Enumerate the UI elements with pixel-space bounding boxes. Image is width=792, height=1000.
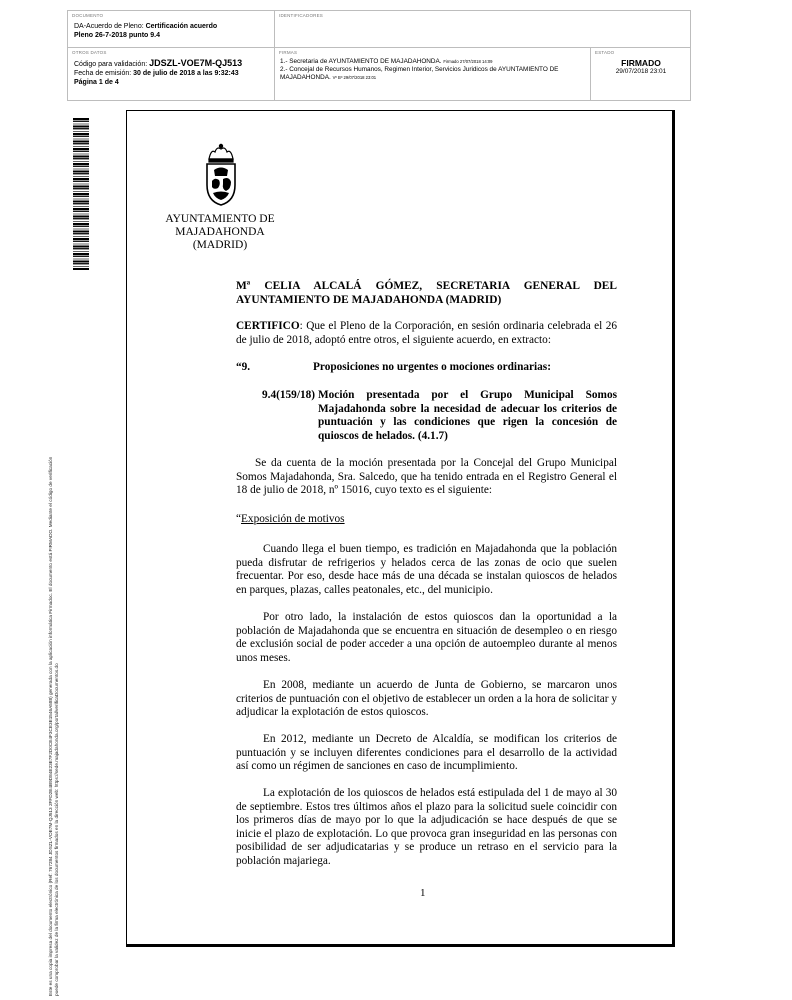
certifico-paragraph [236, 320, 617, 347]
identificadores-label: IDENTIFICADORES [279, 13, 324, 18]
identificadores-cell [275, 11, 691, 48]
exposicion-title: Exposición de motivos [241, 513, 345, 525]
codigo-value: JDSZL-VOE7M-QJ513 [149, 58, 243, 68]
verification-side-text [48, 234, 60, 996]
paragraph-1 [236, 543, 617, 597]
exposicion-quote: “ [236, 513, 242, 525]
firma-2-date: Vº Bº 29/07/2018 23:01 [332, 75, 377, 80]
paragraph-4 [236, 733, 617, 774]
documento-title: Certificación acuerdo [145, 23, 218, 30]
paragraph-3 [236, 679, 617, 720]
document-title: Mª CELIA ALCALÁ GÓMEZ, SECRETARIA GENERAL DEL AYUNTAMIENTO DE MAJADAHONDA (MADRID) [236, 280, 617, 306]
ayuntamiento-line-3: (MADRID) [192, 239, 248, 251]
firma-1-date: Firmado 27/07/2018 14:09 [443, 59, 493, 64]
documento-cell [68, 11, 275, 48]
estado-value: FIRMADO [621, 58, 661, 68]
firmas-label: FIRMAS [279, 50, 298, 55]
paragraph-3-text: En 2008, mediante un acuerdo de Junta de Gobierno, se marcaron unos criterios de puntuación con el objetivo de establecer un orden a la hora de solicitar y adjudicar la explotación de estos quioscos. [236, 679, 617, 719]
motion-text: Moción presentada por el Grupo Municipal Somos Majadahonda sobre la necesidad de adecuar los criterios de puntuación y las condiciones que rigen la concesión de quioscos de helados. (4.1.7) [318, 389, 617, 442]
document-header [67, 10, 691, 101]
paragraph-1-text: Cuando llega el buen tiempo, es tradición en Majadahonda que la población pueda disfrutar de refrigerios y helados cerca de las zonas de ocio que suelen frecuentar. Por eso, desde hace más de una década se instalan quioscos de helados en parques, plazas, calles peatonales, etc., del municipio. [236, 543, 617, 596]
coat-of-arms-icon [201, 143, 241, 207]
fecha-value: 30 de julio de 2018 a las 9:32:43 [133, 70, 239, 77]
certifico-keyword: CERTIFICO [236, 320, 300, 332]
ayuntamiento-block [158, 213, 282, 252]
se-da-cuenta-text: Se da cuenta de la moción presentada por la Concejal del Grupo Municipal Somos Majadahonda, Sra. Salcedo, que ha tenido entrada en el Registro General el 18 de julio de 2018, nº 15016, cuyo texto es el siguiente: [236, 457, 617, 497]
otros-datos-label: OTROS DATOS [72, 50, 107, 55]
codigo-label: Código para validación: [74, 61, 148, 68]
motion-number: 9.4(159/18) [262, 389, 316, 401]
documento-label: DOCUMENTO [72, 13, 104, 18]
estado-cell [591, 48, 691, 100]
paragraph-5-text: La explotación de los quioscos de helados está estipulada del 1 de mayo al 30 de septiembre. Estos tres últimos años el plazo para la solicitud suele coincidir con los primeros días de mayo por lo que la adjudicación se hace después de que se inicie el plazo de explotación. Lo que provoca gran inseguridad en las personas con posibilidad de ser adjudicatarias y se produce un retraso en el servicio para la población majariega. [236, 787, 617, 867]
firma-1: 1.- Secretaria de AYUNTAMIENTO DE MAJADAHONDA. [280, 58, 442, 65]
paragraph-2 [236, 611, 617, 665]
side-text-line-1: Este es una copia impresa del documento electrónico (Ref: 767284 JDSZL-VOE7M-QJ513 2FFD2E4B9D84E23E7F2D0CE4F3CE3E1546A588) generada con la aplicación informática Firmadoc. El documento está FIRMADO. Mediante el código de verificación [48, 456, 53, 996]
estado-label: ESTADO [595, 50, 615, 55]
certifico-text: : Que el Pleno de la Corporación, en sesión ordinaria celebrada el 26 de julio de 2018, adoptó entre otros, el siguiente acuerdo, en extracto: [236, 320, 617, 346]
point-heading [236, 361, 617, 375]
side-text-line-2: puede comprobar la validez de la firma electrónica de los documentos firmados en la dirección web: https://sede.majadahonda.org/portal/verificaDocumentos.do [54, 663, 59, 996]
barcode-image [73, 118, 89, 270]
page-count: Página 1 de 4 [74, 79, 119, 86]
point-number: “9. [236, 361, 251, 373]
exposicion-heading [236, 513, 345, 527]
fecha-label: Fecha de emisión: [74, 70, 132, 77]
documento-type: DA-Acuerdo de Pleno: [74, 23, 144, 30]
documento-subtitle: Pleno 26-7-2018 punto 9.4 [74, 32, 160, 39]
paragraph-4-text: En 2012, mediante un Decreto de Alcaldía, se modifican los criterios de puntuación y se incluyen diferentes condiciones para el desarrollo de la actividad así como un régimen de sanciones en caso de incumplimiento. [236, 733, 617, 773]
ayuntamiento-line-2: MAJADAHONDA [175, 226, 265, 238]
firma-2: 2.- Concejal de Recursos Humanos, Regimen Interior, Servicios Juridicos de AYUNTAMIENTO DE MAJADAHONDA. [280, 66, 559, 81]
point-title: Proposiciones no urgentes o mociones ordinarias: [313, 361, 551, 373]
estado-date: 29/07/2018 23:01 [615, 68, 667, 75]
otros-datos-cell [68, 48, 275, 100]
ayuntamiento-line-1: AYUNTAMIENTO DE [165, 213, 275, 225]
se-da-cuenta-paragraph [236, 457, 617, 498]
firmas-cell [275, 48, 591, 100]
paragraph-5 [236, 787, 617, 869]
paragraph-2-text: Por otro lado, la instalación de estos quioscos dan la oportunidad a la población de Majadahonda que se encuentra en situación de desempleo o en riesgo de exclusión social de poder acceder a una opción de autoempleo durante al menos unos meses. [236, 611, 617, 664]
page-number: 1 [420, 887, 426, 899]
